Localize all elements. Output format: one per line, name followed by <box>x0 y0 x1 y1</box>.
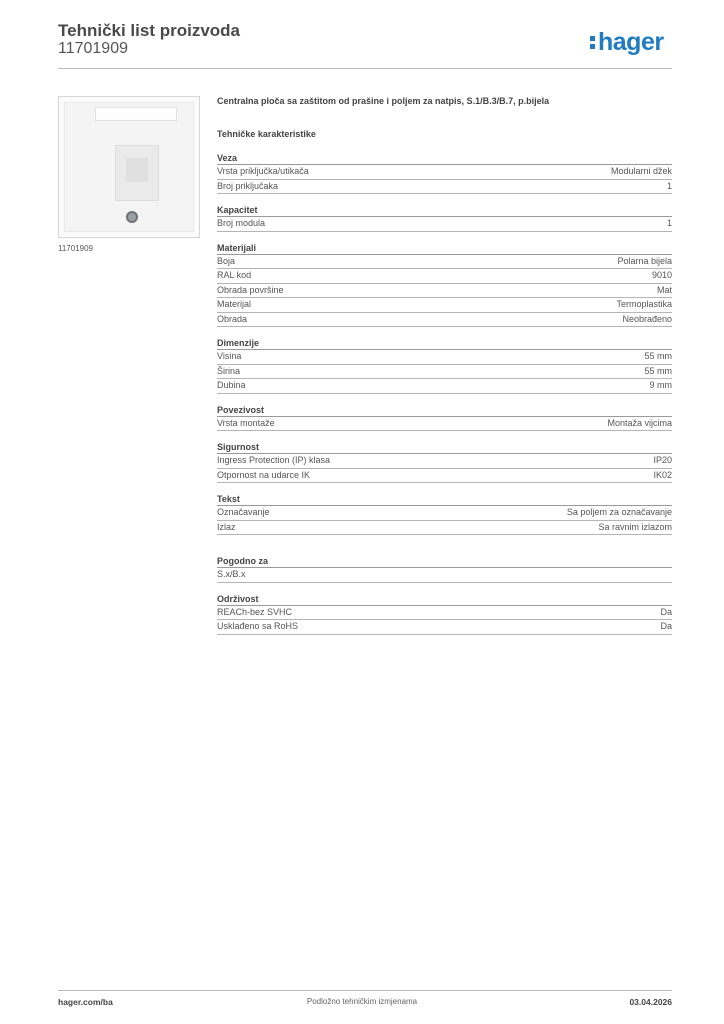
spec-label: Otpornost na udarce IK <box>217 469 311 480</box>
spec-value: 1 <box>666 180 672 191</box>
spec-label: Vrsta priključka/utikača <box>217 166 309 176</box>
spec-row <box>217 606 672 621</box>
spec-label: Vrsta montaže <box>217 417 275 428</box>
spec-section <box>217 590 672 635</box>
spec-label: Materijal <box>217 299 252 309</box>
image-caption: 11701909 <box>58 244 93 253</box>
spec-label: Dubina <box>217 380 246 390</box>
spec-label: Širina <box>217 365 241 376</box>
spec-label: Visina <box>217 351 242 361</box>
spec-row <box>217 365 672 380</box>
spec-label: S.x/B.x <box>217 569 246 579</box>
product-description: Centralna ploča sa zaštitom od prašine i poljem za natpis, S.1/B.3/B.7, p.bijela <box>217 96 550 106</box>
product-number: 11701909 <box>58 40 128 57</box>
spec-value: IK02 <box>653 469 672 480</box>
section-title: Sigurnost <box>217 438 672 454</box>
spec-value: 55 mm <box>644 365 672 376</box>
spec-row <box>217 379 672 394</box>
spec-content <box>217 96 672 635</box>
spec-value: Mat <box>656 284 672 295</box>
section-title: Veza <box>217 149 672 165</box>
section-title: Dimenzije <box>217 334 672 350</box>
spec-value: Da <box>660 606 672 617</box>
spec-row <box>217 269 672 284</box>
spec-row <box>217 313 672 328</box>
spec-section <box>217 438 672 483</box>
spec-value: Neobrađeno <box>622 313 672 324</box>
brand-logo <box>590 28 664 57</box>
spec-label: Broj priključaka <box>217 180 279 191</box>
spec-section <box>217 201 672 232</box>
brand-name: hager <box>598 28 664 56</box>
spec-label: RAL kod <box>217 270 252 280</box>
spec-value: 1 <box>666 218 672 228</box>
spec-value: Sa poljem za označavanje <box>566 507 672 517</box>
spec-label: Boja <box>217 255 236 266</box>
suitable-section <box>217 552 672 583</box>
tech-characteristics-title: Tehničke karakteristike <box>217 129 316 139</box>
spec-section <box>217 490 672 535</box>
spec-label: Ingress Protection (IP) klasa <box>217 455 331 465</box>
section-title: Tekst <box>217 490 672 506</box>
label-window <box>95 107 177 121</box>
spec-value: Montaža vijcima <box>607 417 672 428</box>
spec-value: Modularni džek <box>610 166 672 176</box>
screw-icon <box>126 211 138 223</box>
spec-row <box>217 255 672 270</box>
spec-row <box>217 217 672 232</box>
spec-value: Sa ravnim izlazom <box>598 521 672 532</box>
footer-date: 03.04.2026 <box>629 997 672 1007</box>
spec-value: Da <box>660 621 672 631</box>
spec-label: Obrada <box>217 313 248 324</box>
spec-label: Broj modula <box>217 218 266 228</box>
spec-row <box>217 298 672 313</box>
faceplate <box>64 102 194 232</box>
sustainability-section <box>217 590 672 635</box>
spec-value: 9 mm <box>649 380 672 390</box>
footer-divider <box>58 990 672 991</box>
footer-notice: Podložno tehničkim izmjenama <box>306 997 418 1006</box>
spec-section <box>217 401 672 432</box>
spec-row <box>217 165 672 180</box>
header-divider <box>58 68 672 69</box>
spec-row <box>217 454 672 469</box>
spec-value: 55 mm <box>644 351 672 361</box>
spec-row <box>217 417 672 432</box>
spec-label: Označavanje <box>217 507 270 517</box>
spec-value: Polarna bijela <box>617 255 672 266</box>
spec-value: IP20 <box>653 455 672 465</box>
section-title: Održivost <box>217 590 672 606</box>
section-title: Kapacitet <box>217 201 672 217</box>
section-title: Pogodno za <box>217 552 672 568</box>
product-image <box>58 96 200 238</box>
spec-row <box>217 568 672 583</box>
section-title: Materijali <box>217 239 672 255</box>
spec-value: Termoplastika <box>616 299 672 309</box>
spec-section <box>217 552 672 583</box>
spec-row <box>217 284 672 299</box>
spec-sections <box>217 149 672 535</box>
spec-row <box>217 506 672 521</box>
spec-section <box>217 334 672 394</box>
section-title: Povezivost <box>217 401 672 417</box>
logo-dots-icon <box>590 33 596 51</box>
spec-row <box>217 469 672 484</box>
spec-label: REACh-bez SVHC <box>217 606 293 617</box>
spec-row <box>217 620 672 635</box>
spec-label: Obrada površine <box>217 284 284 295</box>
spec-row <box>217 521 672 536</box>
spec-row <box>217 180 672 195</box>
spec-label: Izlaz <box>217 521 236 532</box>
footer-website: hager.com/ba <box>58 997 113 1007</box>
jack-opening <box>115 145 159 201</box>
spec-row <box>217 350 672 365</box>
spec-section <box>217 149 672 194</box>
page-title: Tehnički list proizvoda <box>58 21 240 40</box>
spec-section <box>217 239 672 328</box>
spec-label: Usklađeno sa RoHS <box>217 621 299 631</box>
spec-value: 9010 <box>651 270 672 280</box>
dust-shutter <box>126 158 148 182</box>
